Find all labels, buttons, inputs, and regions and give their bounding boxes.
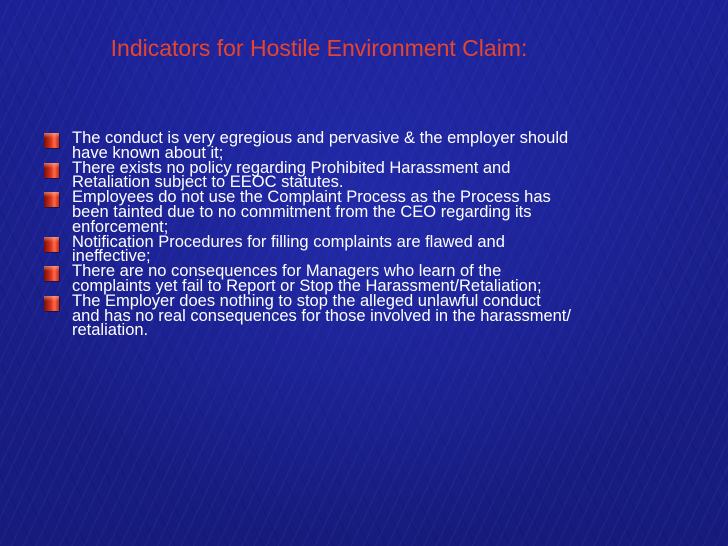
bullet-text: There are no consequences for Managers who learn of the complaints yet fail to Report or Stop the Harassment/Retaliation;	[72, 262, 542, 295]
list-item	[44, 264, 694, 294]
list-item	[44, 158, 694, 192]
list-item	[44, 131, 694, 161]
list-item	[44, 190, 694, 234]
list-item	[44, 291, 694, 340]
square-bullet-icon	[44, 266, 59, 281]
square-bullet-icon	[44, 296, 59, 311]
bullet-text: Notification Procedures for filling complaints are flawed and ineffective;	[72, 232, 505, 266]
square-bullet-icon	[44, 133, 59, 148]
bullet-text: Employees do not use the Complaint Process as the Process has been tainted due to no commitment from the CEO regarding its enforcement;	[72, 188, 551, 236]
square-bullet-icon	[44, 237, 59, 252]
list-item	[44, 232, 694, 266]
bullet-text: The Employer does nothing to stop the alleged unlawful conduct and has no real consequences for those involved in the harassment/ retaliation.	[72, 291, 571, 340]
bullet-text: The conduct is very egregious and pervasive & the employer should have known about it;	[72, 129, 569, 162]
bullet-list	[44, 131, 694, 338]
slide-title: Indicators for Hostile Environment Claim:	[110, 35, 528, 61]
square-bullet-icon	[44, 192, 59, 207]
bullet-text: There exists no policy regarding Prohibited Harassment and Retaliation subject to EEOC statutes.	[72, 158, 511, 192]
square-bullet-icon	[44, 163, 59, 178]
